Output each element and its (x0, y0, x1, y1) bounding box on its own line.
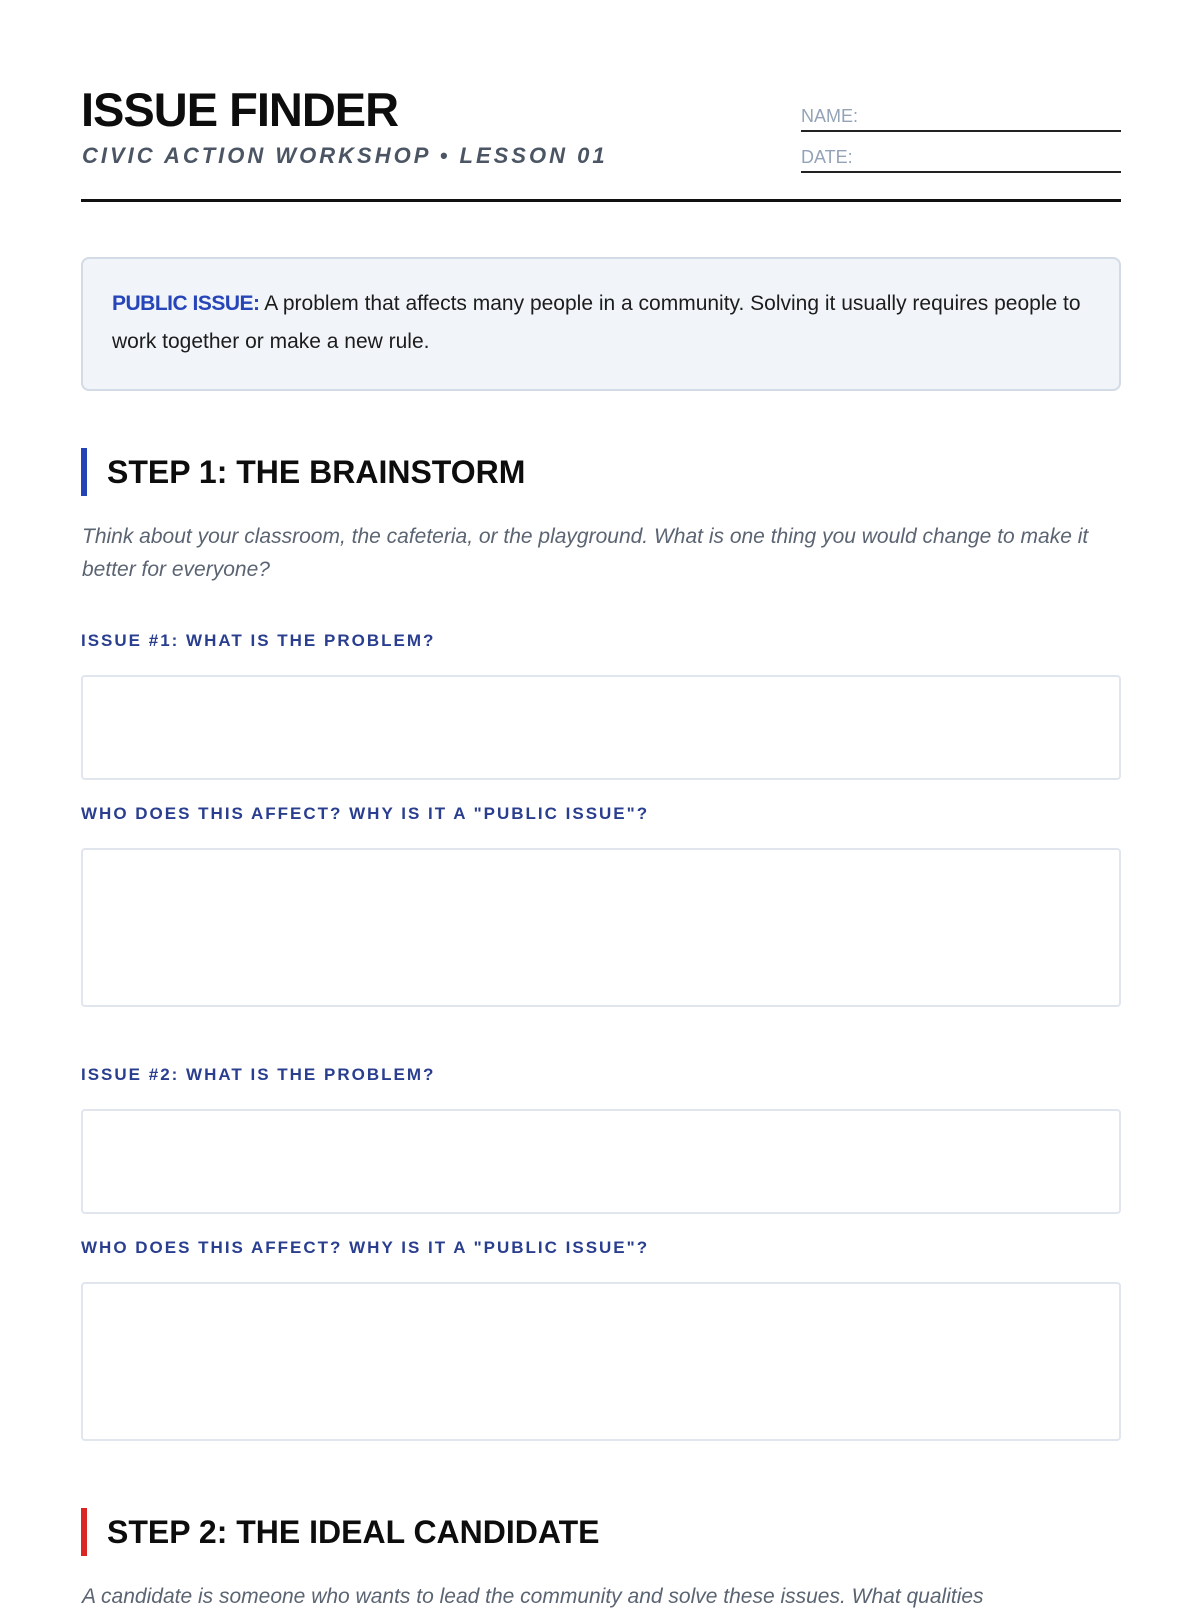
date-label: DATE: (801, 147, 853, 167)
issue1-problem-label: ISSUE #1: WHAT IS THE PROBLEM? (81, 631, 436, 650)
worksheet-subtitle: CIVIC ACTION WORKSHOP • LESSON 01 (82, 143, 608, 168)
issue2-affect-label: WHO DOES THIS AFFECT? WHY IS IT A "PUBLIC ISSUE"? (81, 1238, 650, 1257)
worksheet-page (81, 0, 1121, 1608)
step1-instruction: Think about your classroom, the cafeteria, or the playground. What is one thing you would change to make it better for everyone? (82, 525, 1089, 581)
name-label: NAME: (801, 106, 859, 126)
step2-title: STEP 2: THE IDEAL CANDIDATE (107, 1514, 600, 1550)
step2-accent-bar (81, 1508, 87, 1556)
issue1-affect-input[interactable] (81, 848, 1121, 1007)
step1-title: STEP 1: THE BRAINSTORM (107, 454, 526, 490)
worksheet-title: ISSUE FINDER (81, 83, 399, 136)
issue1-affect-label: WHO DOES THIS AFFECT? WHY IS IT A "PUBLIC ISSUE"? (81, 804, 650, 823)
issue2-problem-input[interactable] (81, 1109, 1121, 1214)
issue1-problem-input[interactable] (81, 675, 1121, 780)
issue2-problem-label: ISSUE #2: WHAT IS THE PROBLEM? (81, 1065, 436, 1084)
name-field[interactable] (801, 104, 1121, 132)
definition-text: A problem that affects many people in a community. Solving it usually requires people to work together or make a new rule. (112, 292, 1081, 353)
date-field[interactable] (801, 145, 1121, 173)
definition-box (81, 257, 1121, 391)
header-divider (81, 199, 1121, 202)
step2-instruction: A candidate is someone who wants to lead the community and solve these issues. What qualities (82, 1585, 984, 1608)
issue2-affect-input[interactable] (81, 1282, 1121, 1441)
step1-accent-bar (81, 448, 87, 496)
definition-term: PUBLIC ISSUE: (112, 292, 260, 315)
